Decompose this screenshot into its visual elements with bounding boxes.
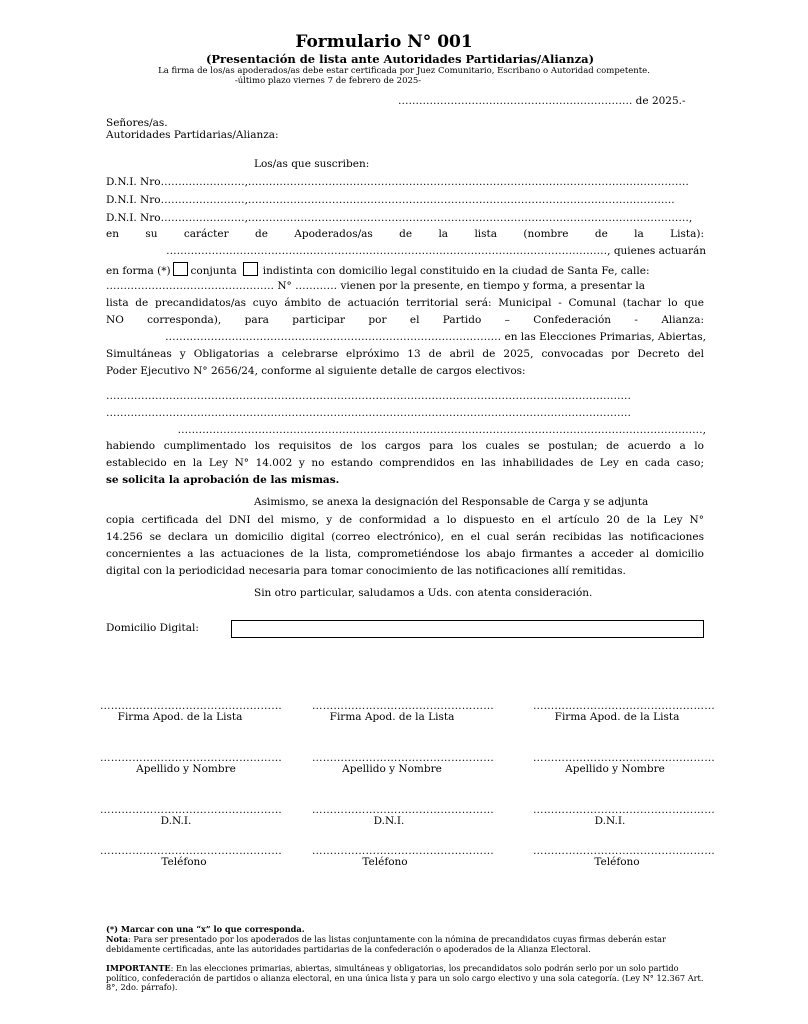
paragraph-3-line-3: 14.256 se declara un domicilio digital (correo electrónico), en el cual serán recibidas las notificaciones <box>106 531 704 543</box>
dni-line-2: D.N.I. Nro……………………,………………………………………………………………………………………………………….. <box>106 194 675 206</box>
firma-label: Firma Apod. de la Lista <box>554 711 680 723</box>
greeting-line-1: Señores/as. <box>106 117 168 129</box>
dni-line-1: D.N.I. Nro……………………,……………………………………………………………………………………………………………… <box>106 176 689 188</box>
conjunta-checkbox[interactable] <box>173 262 188 276</box>
footnote-mark: (*) Marcar con una “x” lo que corresponda. <box>106 924 305 934</box>
importante-text: : En las elecciones primarias, abiertas, simultáneas y obligatorias, los precandidatos solo podrán serlo por un solo partido político, confederación de partidos o alianza electoral, en una única lista y para un solo cargo electivo y una sola categoría. (Ley N° 12.367 Art. 8°, 2do. párrafo). <box>106 963 704 993</box>
phone-line: …………………………………………… <box>533 845 715 857</box>
paragraph-3-line-5: digital con la periodicidad necesaria para tomar conocimiento de las notificaciones allí remitidas. <box>106 565 626 577</box>
form-subtitle: (Presentación de lista ante Autoridades Partidarias/Alianza) <box>205 52 595 66</box>
dni-label: D.N.I. <box>160 815 192 827</box>
digital-domicile-field[interactable] <box>231 620 704 638</box>
indistinta-checkbox[interactable] <box>243 262 258 276</box>
apellido-label: Apellido y Nombre <box>342 763 442 775</box>
paragraph-2-line-1: habiendo cumplimentado los requisitos de los cargos para los cuales se postulan; de acuerdo a lo <box>106 440 704 452</box>
firma-label: Firma Apod. de la Lista <box>329 711 455 723</box>
paragraph-3-line-1: Asimismo, se anexa la designación del Responsable de Carga y se adjunta <box>254 496 649 508</box>
paragraph-1-line-6: NO corresponda), para participar por el Partido – Confederación - Alianza: <box>106 314 704 326</box>
footnote-nota <box>106 935 706 954</box>
cargos-line-2: …………………………………………………………………………………………………………………………………… <box>106 407 631 419</box>
signature-line: …………………………………………… <box>312 700 494 712</box>
paragraph-3-line-4: concernientes a las actuaciones de la lista, comprometiéndose los abajo firmantes a acceder al domicilio <box>106 548 704 560</box>
form-mode-label: en forma (*) <box>106 265 171 277</box>
paragraph-2-line-3: se solicita la aprobación de las mismas. <box>106 474 340 486</box>
signature-line: …………………………………………… <box>100 700 282 712</box>
paragraph-1-line-2: ………………………………………………………………………………………………………………, quienes actuarán <box>166 245 706 257</box>
phone-line: …………………………………………… <box>312 845 494 857</box>
apellido-label: Apellido y Nombre <box>565 763 665 775</box>
dni-line-3: D.N.I. Nro……………………,………………………………………………………………………………………………………………, <box>106 212 693 224</box>
importante-label: IMPORTANTE <box>106 963 171 973</box>
telefono-label: Teléfono <box>161 856 207 868</box>
paragraph-1-line-5: lista de precandidatos/as cuyo ámbito de actuación territorial será: Municipal - Comunal (tachar lo que <box>106 297 704 309</box>
indistinta-label: indistinta con domicilio legal constituido en la ciudad de Santa Fe, calle: <box>262 265 650 277</box>
dni-sign-line: …………………………………………… <box>533 804 715 816</box>
firma-label: Firma Apod. de la Lista <box>117 711 243 723</box>
intro-text: Los/as que suscriben: <box>254 158 370 170</box>
apellido-label: Apellido y Nombre <box>136 763 236 775</box>
paragraph-2-line-2: establecido en la Ley N° 14.002 y no estando comprendidos en las inhabilidades de Ley en cada caso; <box>106 457 704 469</box>
paragraph-1-line-8: Simultáneas y Obligatorias a celebrarse elpróximo 13 de abril de 2025, convocadas por Decreto del <box>106 348 704 360</box>
name-line: …………………………………………… <box>533 752 715 764</box>
date-line: …………………………………………………………. de 2025.- <box>398 95 686 107</box>
certification-note: La firma de los/as apoderados/as debe estar certificada por Juez Comunitario, Escribano o Autoridad competente. <box>158 66 650 76</box>
paragraph-3-line-2: copia certificada del DNI del mismo, y de conformidad a lo dispuesto en el artículo 20 de la Ley N° <box>106 514 704 526</box>
form-title: Formulario N° 001 <box>295 32 473 52</box>
signature-line: …………………………………………… <box>533 700 715 712</box>
dni-sign-line: …………………………………………… <box>100 804 282 816</box>
name-line: …………………………………………… <box>100 752 282 764</box>
nota-label: Nota <box>106 934 129 944</box>
greeting-line-2: Autoridades Partidarias/Alianza: <box>106 129 279 141</box>
dni-label: D.N.I. <box>594 815 626 827</box>
closing-text: Sin otro particular, saludamos a Uds. con atenta consideración. <box>254 587 593 599</box>
telefono-label: Teléfono <box>594 856 640 868</box>
dni-label: D.N.I. <box>373 815 405 827</box>
paragraph-1-line-4: ………………………………………… N° ………… vienen por la presente, en tiempo y forma, a presentar la <box>106 280 646 292</box>
phone-line: …………………………………………… <box>100 845 282 857</box>
cargos-line-3: ……………………………………………………………………………………………………………………………………, <box>177 424 706 436</box>
telefono-label: Teléfono <box>362 856 408 868</box>
conjunta-label: conjunta <box>190 265 237 277</box>
footnote-importante <box>106 964 706 993</box>
digital-domicile-label: Domicilio Digital: <box>106 622 199 634</box>
deadline-note: -último plazo viernes 7 de febrero de 2025- <box>234 76 422 86</box>
cargos-line-1: …………………………………………………………………………………………………………………………………… <box>106 390 631 402</box>
nota-text: : Para ser presentado por los apoderados de las listas conjuntamente con la nómina de precandidatos cuyas firmas deberán estar debidamente certificadas, ante las autoridades partidarias de la confederación o apoderados de la Alianza Electoral. <box>106 934 666 954</box>
paragraph-1-line-3 <box>106 262 650 277</box>
paragraph-1-line-9: Poder Ejecutivo N° 2656/24, conforme al siguiente detalle de cargos electivos: <box>106 365 526 377</box>
name-line: …………………………………………… <box>312 752 494 764</box>
paragraph-1-line-1: en su carácter de Apoderados/as de la lista (nombre de la Lista): <box>106 228 704 240</box>
paragraph-1-line-7: …………………………………………………………………………………… en las Elecciones Primarias, Abiertas, <box>165 331 706 343</box>
dni-sign-line: …………………………………………… <box>312 804 494 816</box>
